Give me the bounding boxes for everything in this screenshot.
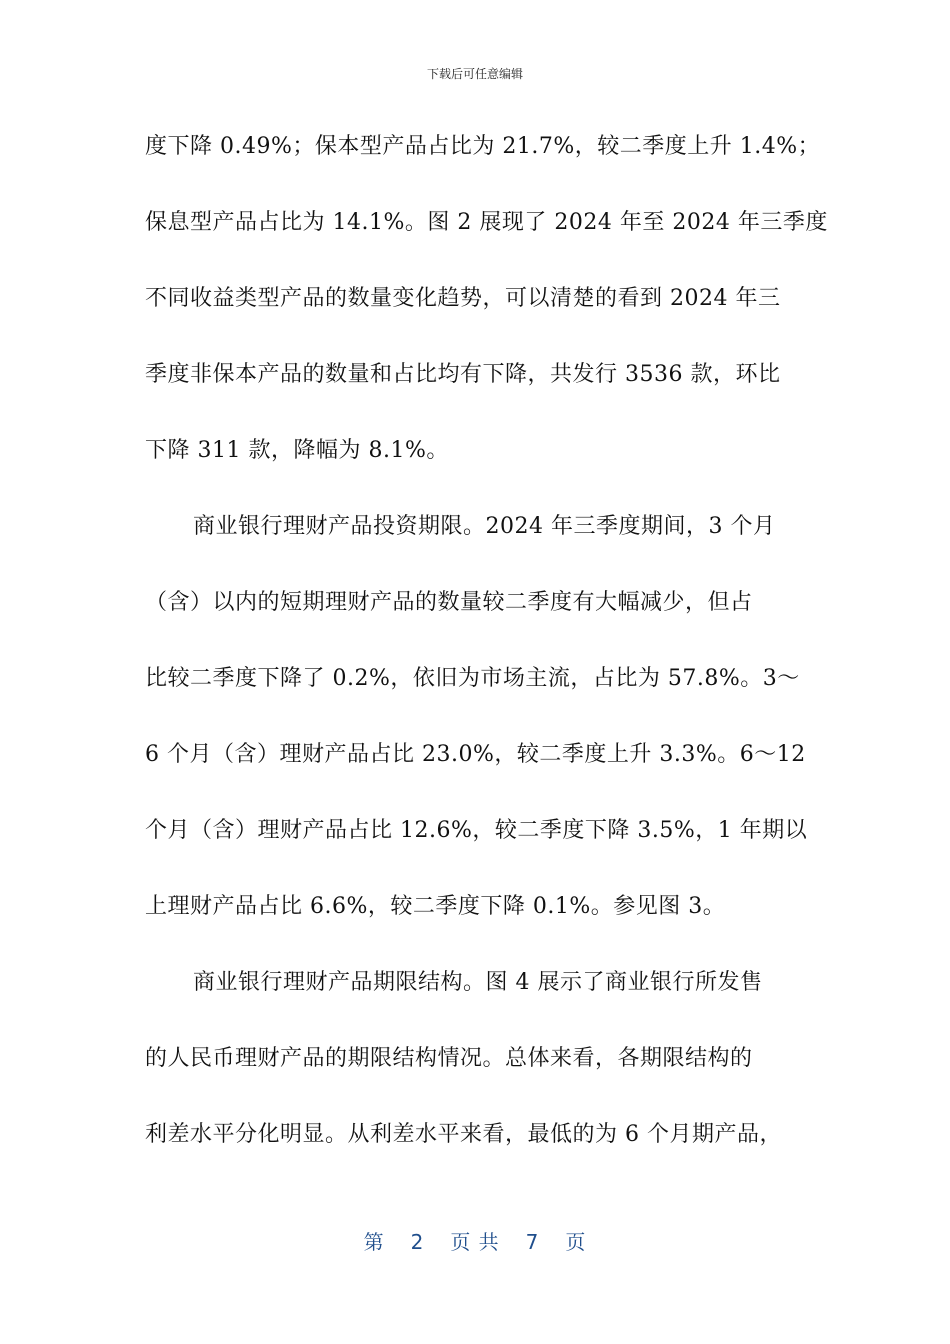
text-line: （含）以内的短期理财产品的数量较二季度有大幅减少，但占 <box>145 590 753 615</box>
paragraph-start-line: 商业银行理财产品期限结构。图 4 展示了商业银行所发售 <box>193 970 763 995</box>
page-footer <box>0 1226 950 1255</box>
footer-page-number: 2 <box>410 1230 425 1254</box>
text-line: 个月（含）理财产品占比 12.6%，较二季度下降 3.5%，1 年期以 <box>145 818 808 843</box>
page-header: 下载后可任意编辑 <box>426 67 523 81</box>
text-line: 利差水平分化明显。从利差水平来看，最低的为 6 个月期产品， <box>145 1122 782 1147</box>
text-line: 6 个月（含）理财产品占比 23.0%，较二季度上升 3.3%。6～12 <box>145 742 806 767</box>
footer-middle: 页 共 <box>450 1230 500 1254</box>
text-line: 季度非保本产品的数量和占比均有下降，共发行 3536 款，环比 <box>145 362 781 387</box>
paragraph-start-line: 商业银行理财产品投资期限。2024 年三季度期间，3 个月 <box>193 514 776 539</box>
text-line: 度下降 0.49%；保本型产品占比为 21.7%，较二季度上升 1.4%； <box>145 134 821 159</box>
text-line: 下降 311 款，降幅为 8.1%。 <box>145 438 449 463</box>
footer-suffix: 页 <box>565 1230 587 1254</box>
text-line: 的人民币理财产品的期限结构情况。总体来看，各期限结构的 <box>145 1046 753 1071</box>
footer-prefix: 第 <box>363 1230 385 1254</box>
text-line: 保息型产品占比为 14.1%。图 2 展现了 2024 年至 2024 年三季度 <box>145 210 828 235</box>
document-body <box>145 125 828 1189</box>
text-line: 比较二季度下降了 0.2%，依旧为市场主流，占比为 57.8%。3～ <box>145 666 800 691</box>
text-line: 上理财产品占比 6.6%，较二季度下降 0.1%。参见图 3。 <box>145 894 726 919</box>
footer-total-pages: 7 <box>525 1230 540 1254</box>
text-line: 不同收益类型产品的数量变化趋势，可以清楚的看到 2024 年三 <box>145 286 781 311</box>
